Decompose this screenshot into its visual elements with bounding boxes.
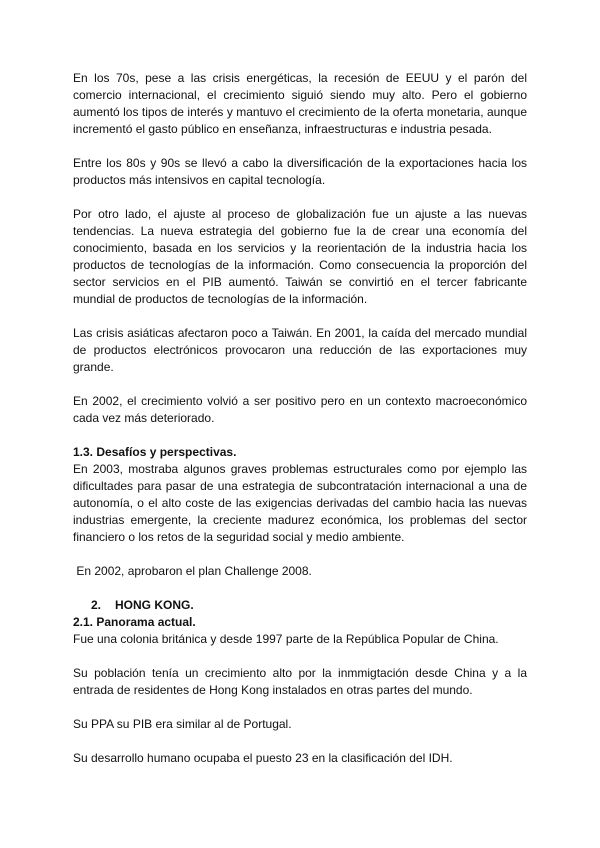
paragraph-globalization: Por otro lado, el ajuste al proceso de globalización fue un ajuste a las nuevas tendencias. La nueva estrategia del gobierno fue la de crear una economía del conocimiento, basada en los servicios y la reorientación de la industria hacia los productos de tecnologías de la información. Como consecuencia la proporción del sector servicios en el PIB aumentó. Taiwán se convirtió en el tercer fabricante mundial de productos de tecnologías de la información. (73, 207, 527, 306)
heading-1-3: 1.3. Desafíos y perspectivas. (73, 445, 237, 459)
paragraph-80s-90s: Entre los 80s y 90s se llevó a cabo la diversificación de la exportaciones hacia los productos más intensivos en capital tecnología. (73, 156, 527, 187)
paragraph-population: Su población tenía un crecimiento alto por la inmmigtación desde China y a la entrada de residentes de Hong Kong instalados en otras partes del mundo. (73, 666, 527, 697)
paragraph-2003-problems: En 2003, mostraba algunos graves problemas estructurales como por ejemplo las dificultades para pasar de una estrategia de subcontratación internacional a una de autonomía, o el alto coste de las exigencias derivadas del cambio hacia las nuevas industrias emergente, la creciente madurez económica, los problemas del sector financiero o los retos de la seguridad social y medio ambiente. (73, 462, 527, 544)
paragraph-ppa: Su PPA su PIB era similar al de Portugal. (73, 717, 292, 731)
heading-2-title: HONG KONG. (115, 598, 194, 612)
heading-2-hong-kong (73, 597, 527, 614)
paragraph-asian-crisis: Las crisis asiáticas afectaron poco a Taiwán. En 2001, la caída del mercado mundial de productos electrónicos provocaron una reducción de las exportaciones muy grande. (73, 326, 527, 374)
paragraph-challenge-2008: En 2002, aprobaron el plan Challenge 2008. (73, 564, 312, 578)
paragraph-colony: Fue una colonia británica y desde 1997 parte de la República Popular de China. (73, 632, 499, 646)
paragraph-2002-growth: En 2002, el crecimiento volvió a ser positivo pero en un contexto macroeconómico cada vez más deteriorado. (73, 394, 527, 425)
heading-2-number: 2. (91, 598, 102, 612)
heading-2-1: 2.1. Panorama actual. (73, 615, 196, 629)
paragraph-70s: En los 70s, pese a las crisis energéticas, la recesión de EEUU y el parón del comercio internacional, el crecimiento siguió siendo muy alto. Pero el gobierno aumentó los tipos de interés y mantuvo el crecimiento de la oferta monetaria, aunque incrementó el gasto público en enseñanza, infraestructuras e industria pesada. (73, 71, 527, 136)
paragraph-idh: Su desarrollo humano ocupaba el puesto 23 en la clasificación del IDH. (73, 751, 453, 765)
document-page (73, 70, 527, 767)
